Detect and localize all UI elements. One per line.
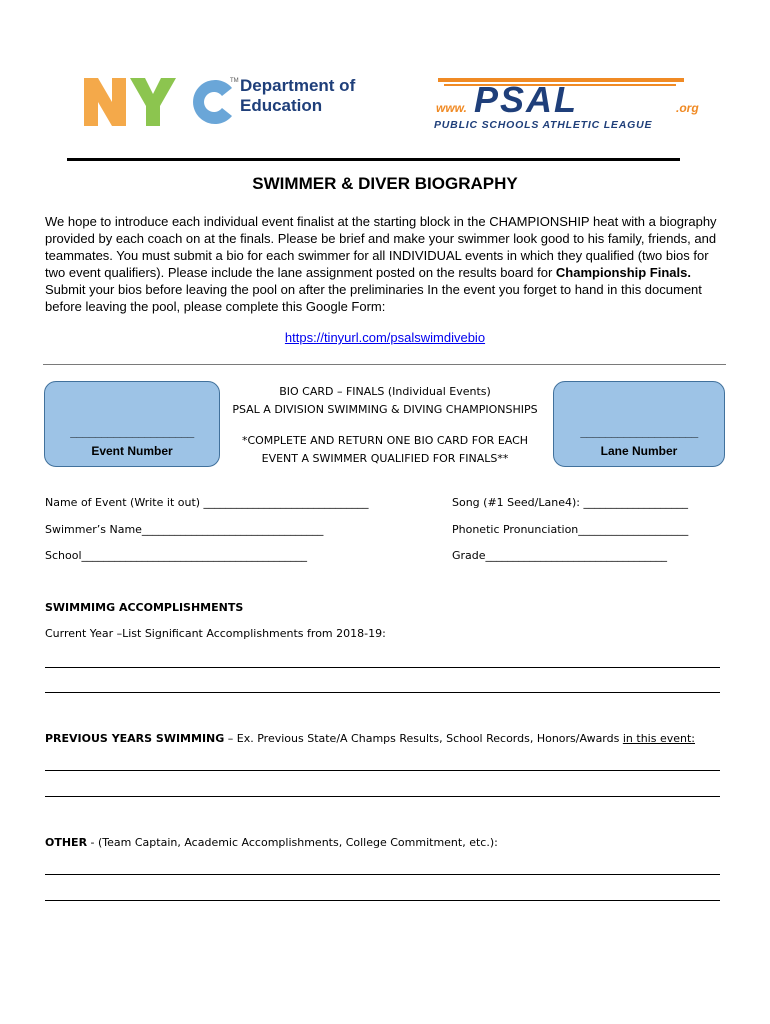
accomplishments-heading: SWIMMIMG ACCOMPLISHMENTS [45,601,244,614]
lane-number-box[interactable] [553,381,725,467]
intro-paragraph [45,213,725,315]
psal-logo-graphic [432,72,712,132]
dept-line1: Department of [240,76,356,95]
header-divider [67,158,680,161]
psal-tagline: PUBLIC SCHOOLS ATHLETIC LEAGUE [434,119,653,131]
dept-line2: Education [240,96,323,115]
event-number-label: Event Number [91,444,173,458]
psal-logo [432,72,712,132]
current-year-answer-line-1[interactable] [45,667,720,668]
event-name-field[interactable]: Name of Event (Write it out) ______________________________ [45,496,369,509]
song-field[interactable]: Song (#1 Seed/Lane4): ___________________ [452,496,688,509]
nyc-logo-graphic [82,74,242,130]
bio-card-note2: EVENT A SWIMMER QUALIFIED FOR FINALS** [261,452,509,465]
bio-card-note1: *COMPLETE AND RETURN ONE BIO CARD FOR EACH [241,434,529,447]
bio-card-heading [218,383,552,419]
google-form-link-wrapper [0,330,770,345]
event-number-box[interactable] [44,381,220,467]
grade-field[interactable]: Grade_________________________________ [452,549,668,562]
nyc-doe-logo [82,74,372,130]
lane-number-label: Lane Number [600,444,678,458]
psal-prefix: www. [436,101,467,115]
psal-suffix: .org [676,101,699,115]
intro-bold: Championship Finals. [555,265,691,280]
lane-number-blank: ___________________ [580,425,698,439]
psal-name: PSAL [474,79,579,120]
other-prompt [45,836,498,849]
previous-years-answer-line-1[interactable] [45,770,720,771]
other-text: - (Team Captain, Academic Accomplishments, College Commitment, etc.): [87,836,498,849]
other-heading: OTHER [45,836,88,849]
bio-card-line2: PSAL A DIVISION SWIMMING & DIVING CHAMPIONSHIPS [232,403,538,416]
section-divider [43,364,726,365]
intro-text-1: We hope to introduce each individual event finalist at the starting block in the CHAMPIONSHIP heat with a biography provided by each coach on at the finals. Please be brief and make your swimmer look good to his family, friends, and teammates. You must submit a bio for each swimmer for all INDIVIDUAL events in which they qualified (two bios for two event qualifiers). Please include the lane assignment posted on the results board for [45,214,717,280]
school-field[interactable]: School_________________________________________ [45,549,308,562]
other-answer-line-1[interactable] [45,874,720,875]
previous-years-heading: PREVIOUS YEARS SWIMMING [45,732,225,745]
bio-card-line1: BIO CARD – FINALS (Individual Events) [279,385,491,398]
phonetic-field[interactable]: Phonetic Pronunciation____________________ [452,523,689,536]
current-year-prompt: Current Year –List Significant Accomplishments from 2018-19: [45,627,386,640]
current-year-answer-line-2[interactable] [45,692,720,693]
previous-years-underlined: in this event: [622,732,695,745]
google-form-link[interactable]: https://tinyurl.com/psalswimdivebio [284,330,486,345]
event-number-blank: ____________________ [70,425,194,439]
previous-years-text: – Ex. Previous State/A Champs Results, School Records, Honors/Awards [224,732,623,745]
document-title: SWIMMER & DIVER BIOGRAPHY [252,174,518,193]
swimmer-name-field[interactable]: Swimmer’s Name_________________________________ [45,523,324,536]
dept-of-education-text [240,76,355,116]
previous-years-answer-line-2[interactable] [45,796,720,797]
intro-text-2: Submit your bios before leaving the pool on after the preliminaries In the event you forget to hand in this document before leaving the pool, please complete this Google Form: [45,282,702,314]
svg-text:TM: TM [230,78,239,84]
previous-years-prompt [45,732,695,745]
bio-card-note [218,432,552,468]
other-answer-line-2[interactable] [45,900,720,901]
